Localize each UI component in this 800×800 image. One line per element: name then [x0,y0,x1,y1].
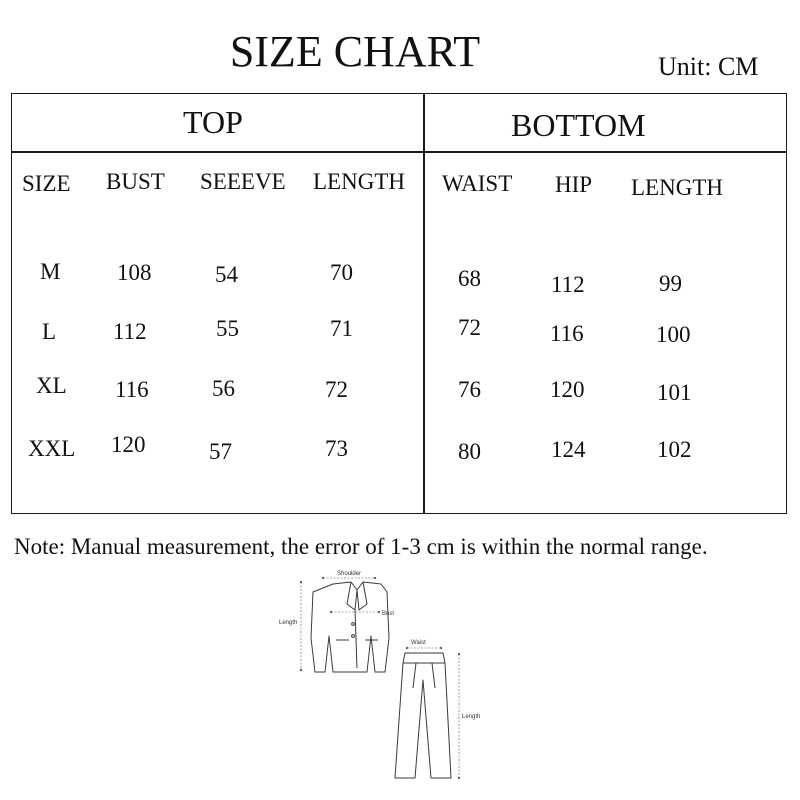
bottom-cell: 124 [551,437,586,462]
top-cell: 116 [115,377,149,402]
top-cell: 55 [216,316,239,341]
top-section-title: TOP [183,104,243,140]
top-cell: 56 [212,376,235,401]
diagram-label-length-bottom: Length [462,714,481,720]
top-cell: 71 [330,316,353,341]
top-cell: 57 [209,439,232,464]
bottom-section-title: BOTTOM [511,107,646,143]
diagram-label-bust: Bust [382,611,395,617]
top-cell: 108 [117,260,152,285]
top-cell: L [42,319,57,344]
bottom-cell: 72 [458,315,481,340]
top-cell: M [40,259,61,284]
bottom-cell: 112 [551,272,585,297]
bottom-cell: 120 [550,377,585,402]
unit-label: Unit: CM [658,52,759,81]
bottom-cell: 116 [550,321,584,346]
trousers-illustration [395,653,451,778]
bottom-cell: 102 [657,437,692,462]
page-title: SIZE CHART [229,27,481,76]
header-divider [11,151,787,153]
top-cell: 70 [330,260,353,285]
bottom-cell: 80 [458,439,481,464]
bottom-cell: 100 [656,322,691,347]
blazer-illustration [311,582,389,672]
top-header-bust: BUST [106,169,165,194]
bottom-cell: 101 [657,380,692,405]
top-cell: 54 [215,262,238,287]
top-cell: 112 [113,319,147,344]
top-cell: XXL [28,436,76,461]
diagram-label-length-top: Length [279,620,298,626]
diagram-label-shoulder: Shoulder [337,571,362,577]
bottom-header-length: LENGTH [631,175,723,200]
bottom-cell: 68 [458,266,481,291]
top-cell: 72 [325,377,348,402]
top-header-sleeve: SEEEVE [200,169,286,194]
bottom-cell: 99 [659,271,682,296]
top-cell: XL [36,373,67,398]
bottom-header-waist: WAIST [442,171,513,196]
top-header-length: LENGTH [313,169,405,194]
diagram-label-waist: Waist [411,640,426,646]
section-divider [423,93,425,514]
measurement-note: Note: Manual measurement, the error of 1-3 cm is within the normal range. [14,534,708,559]
top-cell: 120 [111,432,146,457]
bottom-cell: 76 [458,377,481,402]
measurement-diagram [275,568,515,790]
bottom-header-hip: HIP [555,172,593,197]
top-cell: 73 [325,436,348,461]
top-header-size: SIZE [22,171,71,196]
